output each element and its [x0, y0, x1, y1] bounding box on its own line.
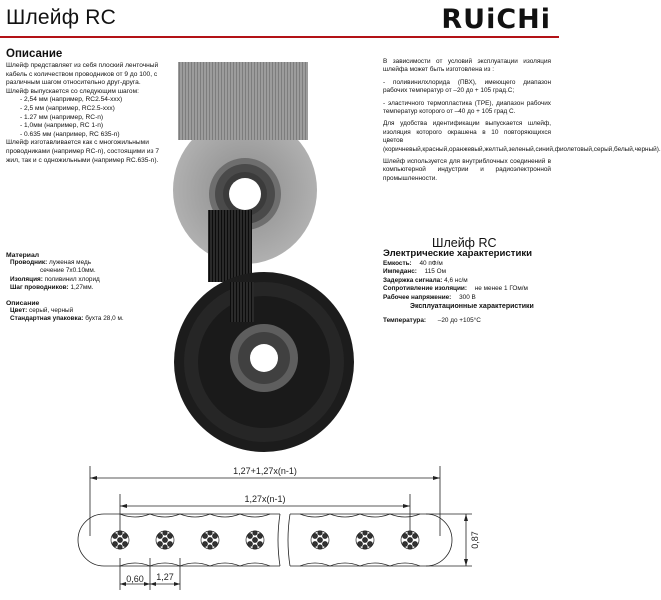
section-value: сечение 7x0.10мм. — [40, 267, 96, 275]
conductor-bundles — [111, 531, 419, 549]
usage-paragraph: В зависимости от условий эксплуатации изоляция шлейфа может быть изготовлена из : — [383, 58, 551, 74]
insulation-row — [10, 276, 176, 284]
temperature-label: Температура: — [383, 317, 426, 324]
temperature-row — [383, 317, 481, 325]
appearance-block — [6, 300, 176, 324]
dim-wire-label: 0,60 — [126, 574, 144, 584]
delay-label: Задержка сигнала: — [383, 276, 443, 284]
break-line-right — [288, 514, 290, 566]
description-heading: Описание — [6, 48, 63, 60]
conductor-icon — [156, 531, 174, 549]
work-voltage-label: Рабочее напряжение: — [383, 293, 452, 301]
temperature-value: –20 до +105°C — [437, 317, 481, 324]
description-block — [6, 62, 169, 165]
cable-photos — [170, 62, 380, 462]
electrical-block — [383, 260, 553, 302]
insulation-res-label: Сопротивление изоляции: — [383, 285, 467, 293]
conductor-icon — [356, 531, 374, 549]
impedance-row — [383, 268, 553, 276]
pitch-intro: Шлейф выпускается со следующим шагом: — [6, 87, 139, 95]
capacity-row — [383, 260, 553, 268]
page-title: Шлейф RC — [6, 6, 116, 29]
conductor-icon — [401, 531, 419, 549]
insulation-value: поливинил хлорид — [44, 275, 100, 283]
color-label: Цвет: — [10, 307, 28, 314]
work-voltage-value: 300 В — [459, 293, 476, 301]
conductor-icon — [201, 531, 219, 549]
pitch-item: - 2,54 мм (например, RC2.54-xxx) — [20, 96, 123, 104]
description-intro: Шлейф представляет из себя плоский ленточный кабель с количеством проводников от 9 до 100, с различным шагом относительно друг-друга. — [6, 62, 159, 87]
dim-total-label: 1,27+1,27x(n-1) — [233, 466, 297, 476]
pitch-item: - 0.635 мм (например, RC 635-n) — [20, 130, 120, 138]
material-heading: Материал — [6, 252, 40, 259]
dim-inner-label: 1,27x(n-1) — [244, 494, 286, 504]
insulation-res-row — [383, 285, 553, 293]
delay-row — [383, 277, 553, 285]
capacity-label: Емкость: — [383, 260, 412, 267]
conductor-row — [10, 259, 176, 267]
pitch-label: Шаг проводников: — [10, 284, 69, 292]
brand-logo: RUiCHi — [441, 4, 551, 35]
package-label: Стандартная упаковка: — [10, 315, 84, 323]
insulation-label: Изоляция: — [10, 275, 43, 283]
conductor-icon — [311, 531, 329, 549]
usage-paragraph: Для удобства идентификации выпускается шлейф, изоляция которого окрашена в 10 повторяющихся цветов (коричневый,красный,оранжевый,желтый,зеленый,синий,фиолетовый,серый,белый,черный). — [383, 120, 661, 153]
cable-end-right — [426, 514, 452, 566]
work-voltage-row — [383, 294, 553, 302]
insulation-res-value: не менее 1 ГОм/м — [474, 285, 528, 293]
material-block — [6, 252, 176, 293]
pitch-row — [10, 284, 176, 292]
pitch-item: - 1.27 мм (например, RC-n) — [20, 113, 104, 121]
cross-section-drawing — [80, 458, 490, 598]
impedance-value: 115 Ом — [424, 268, 446, 276]
pitch-item: - 2,5 мм (например, RC2.5-xxx) — [20, 104, 115, 112]
dim-pitch-label: 1,27 — [156, 572, 174, 582]
usage-paragraph: - поливинилхлорида (ПВХ), имеющего диапазон рабочих температур от –20 до + 105 град.С; — [383, 78, 551, 95]
usage-paragraph: Шлейф используется для внутриблочных соединений в компьютерной индустрии и радиоэлектронной промышленности. — [383, 158, 551, 182]
package-row — [10, 315, 176, 323]
usage-block — [383, 58, 661, 187]
pitch-value: 1,27мм. — [70, 284, 94, 292]
electrical-heading: Электрические характеристики — [383, 248, 533, 259]
exploitation-heading: Эксплуатационные характеристики — [410, 303, 534, 310]
header-divider — [0, 36, 559, 38]
dim-height-label: 0,87 — [470, 531, 480, 549]
color-value: серый, черный — [29, 307, 74, 314]
cable-end-left — [78, 514, 104, 566]
appearance-heading: Описание — [6, 300, 40, 307]
conductor-icon — [246, 531, 264, 549]
description-outro: Шлейф изготавливается как с многожильными проводниками (например RC-n), состоящими из 7 жил, так и с одножильными (например RC.635-n). — [6, 139, 160, 164]
conductor-label: Проводник: — [10, 259, 48, 266]
conductor-icon — [111, 531, 129, 549]
product-subtitle: Шлейф RC — [432, 236, 497, 250]
capacity-value: 40 пФ/м — [419, 260, 443, 267]
package-value: бухта 28,0 м. — [85, 315, 124, 323]
pitch-item: - 1,0мм (например, RC 1-n) — [20, 122, 104, 130]
delay-value: 4,6 нс/м — [444, 276, 468, 284]
break-line-left — [278, 514, 280, 566]
conductor-value: луженая медь — [49, 259, 92, 266]
impedance-label: Импеданс: — [383, 268, 417, 276]
usage-paragraph: - эластичного термопластика (TPE), диапазон рабочих температур которого от –40 до + 105 град С. — [383, 99, 551, 116]
